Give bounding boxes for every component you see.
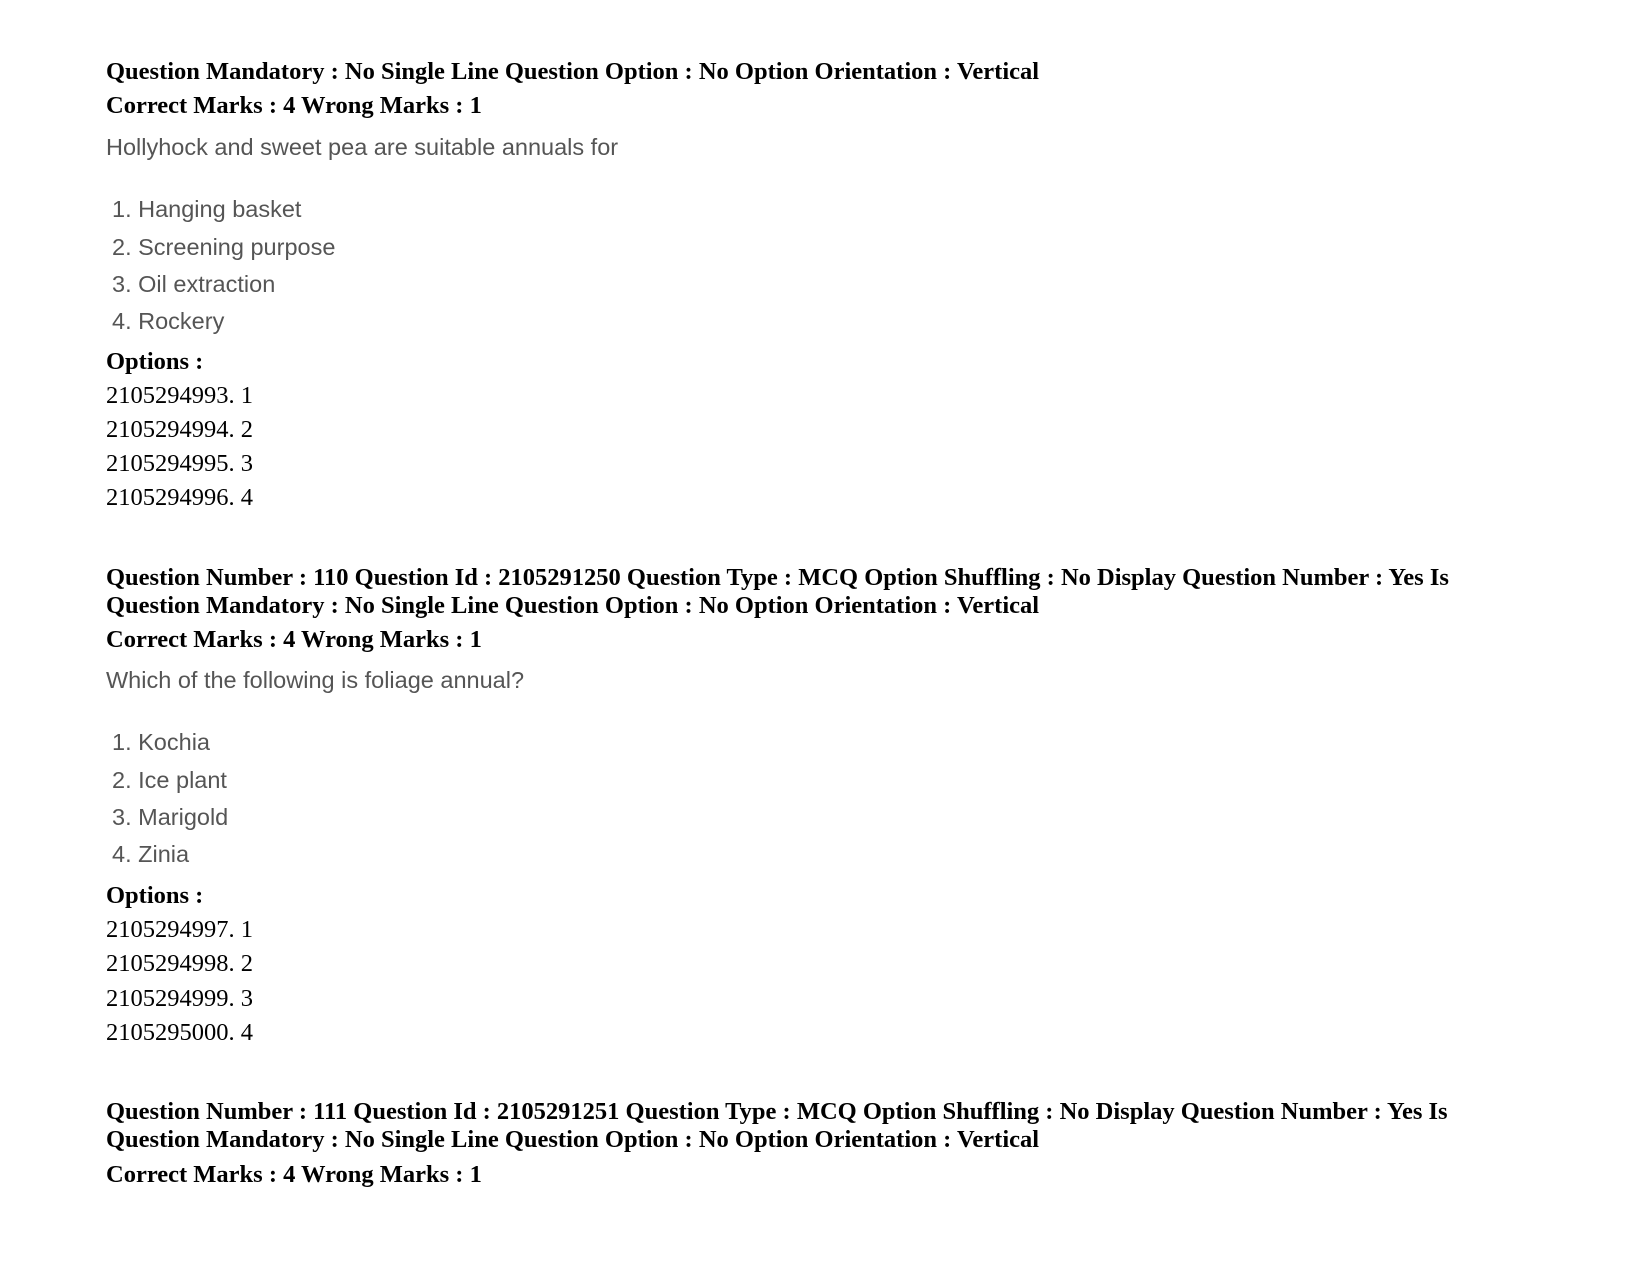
q110-option-4: 2105295000. 4	[106, 1019, 253, 1046]
q111-header-line2: Question Mandatory : No Single Line Question Option : No Option Orientation : Vertical	[106, 1126, 1040, 1153]
q109-option-2: 2105294994. 2	[106, 416, 253, 443]
q110-marks: Correct Marks : 4 Wrong Marks : 1	[106, 626, 482, 653]
q109-option-4: 2105294996. 4	[106, 484, 253, 511]
q110-options-label: Options :	[106, 882, 204, 909]
q111-header-line1: Question Number : 111 Question Id : 2105291251 Question Type : MCQ Option Shuffling : No Display Question Number : Yes Is	[106, 1098, 1448, 1125]
q109-marks: Correct Marks : 4 Wrong Marks : 1	[106, 92, 482, 119]
q110-header-line2: Question Mandatory : No Single Line Question Option : No Option Orientation : Vertical	[106, 592, 1040, 619]
q111-marks: Correct Marks : 4 Wrong Marks : 1	[106, 1161, 482, 1188]
q109-option-1: 2105294993. 1	[106, 382, 253, 409]
q109-header-line2: Question Mandatory : No Single Line Question Option : No Option Orientation : Vertical	[106, 58, 1040, 85]
q110-prompt: Which of the following is foliage annual?	[106, 667, 525, 693]
q109-choice-4: 4. Rockery	[112, 308, 225, 334]
q110-option-2: 2105294998. 2	[106, 950, 253, 977]
q109-choice-3: 3. Oil extraction	[112, 271, 276, 297]
q110-choice-2: 2. Ice plant	[112, 767, 227, 793]
q110-choice-1: 1. Kochia	[112, 729, 210, 755]
q110-option-3: 2105294999. 3	[106, 985, 253, 1012]
q109-options-label: Options :	[106, 348, 204, 375]
q109-prompt: Hollyhock and sweet pea are suitable annuals for	[106, 134, 619, 160]
q109-choice-1: 1. Hanging basket	[112, 196, 302, 222]
q109-choice-2: 2. Screening purpose	[112, 234, 336, 260]
q110-option-1: 2105294997. 1	[106, 916, 253, 943]
q110-choice-3: 3. Marigold	[112, 804, 229, 830]
q109-option-3: 2105294995. 3	[106, 450, 253, 477]
q110-header-line1: Question Number : 110 Question Id : 2105291250 Question Type : MCQ Option Shuffling : No Display Question Number : Yes Is	[106, 564, 1449, 591]
q110-choice-4: 4. Zinia	[112, 841, 190, 867]
